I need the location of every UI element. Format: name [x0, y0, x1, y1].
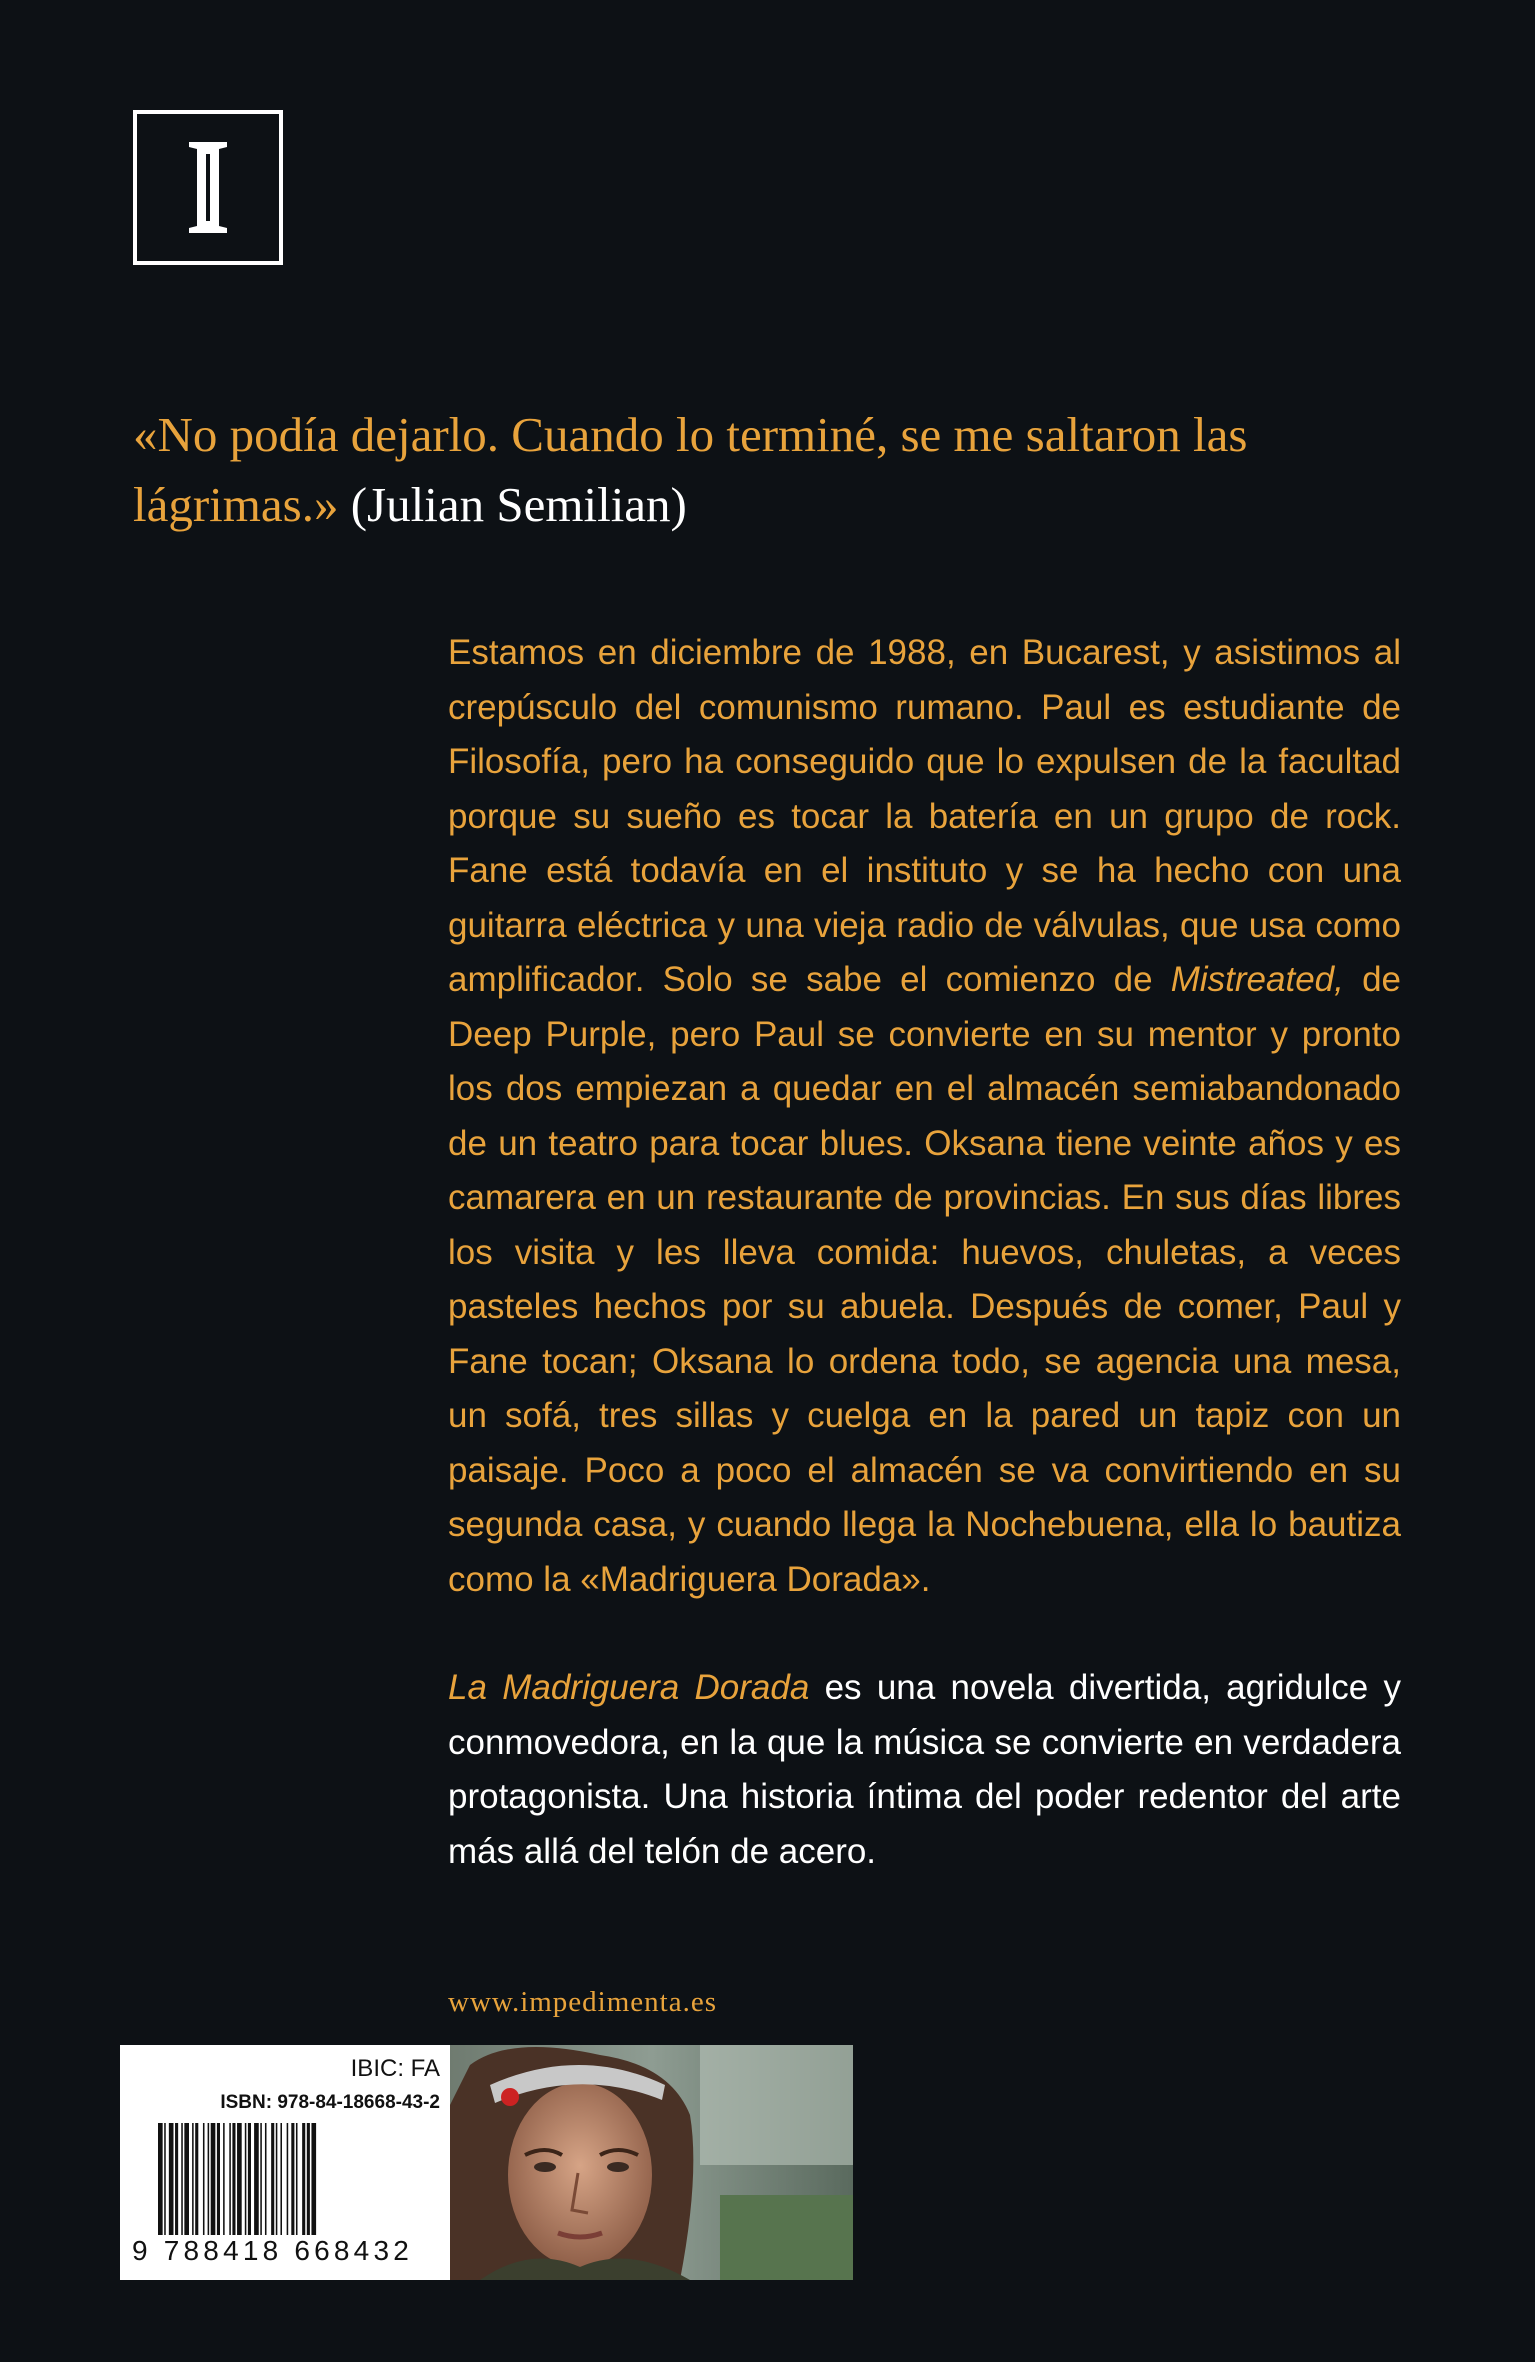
publisher-logo-glyph: [137, 114, 279, 261]
barcode-bar: [311, 2123, 316, 2235]
synopsis-paragraph-1: [448, 626, 1401, 1607]
barcode-bar: [248, 2123, 251, 2235]
barcode-bar: [307, 2123, 310, 2235]
barcode-bar: [287, 2123, 289, 2235]
barcode-bar: [208, 2123, 210, 2235]
barcode-bar: [237, 2123, 242, 2235]
song-title: Mistreated,: [1170, 960, 1344, 999]
barcode-bar: [217, 2123, 220, 2235]
barcode-bar: [158, 2123, 163, 2235]
quote-author: (Julian Semilian): [350, 477, 687, 532]
author-photo: [450, 2045, 853, 2280]
publisher-url[interactable]: www.impedimenta.es: [448, 1986, 718, 2018]
barcode-bar: [296, 2123, 298, 2235]
ibic-code: IBIC: FA: [350, 2055, 440, 2082]
barcode-bar: [302, 2123, 305, 2235]
barcode-bar: [211, 2123, 216, 2235]
barcode-bar: [280, 2123, 282, 2235]
barcode-bar: [169, 2123, 174, 2235]
barcode-bar: [192, 2123, 194, 2235]
barcode-digits: 9 788418 668432: [132, 2235, 413, 2266]
synopsis-text-2: es una novela divertida, agridulce y conmovedora, en la que la música se convierte en verdadera protagonista. Una historia íntima del poder redentor del arte más allá del telón de acero.: [448, 1668, 1401, 1871]
barcode-bar: [175, 2123, 178, 2235]
isbn-number: ISBN: 978-84-18668-43-2: [220, 2092, 440, 2113]
barcode-block: [120, 2045, 450, 2280]
synopsis-text-1b: de Deep Purple, pero Paul se convierte en su mentor y pronto los dos empiezan a quedar en el almacén semiabandonado de un teatro para tocar blues. Oksana tiene veinte años y es camarera en un restaurante de provincias. En sus días libres los visita y les lleva comida: huevos, chuletas, a veces pasteles hechos por su abuela. Después de comer, Paul y Fane tocan; Oksana lo ordena todo, se agencia una mesa, un sofá, tres sillas y cuelga en la pared un tapiz con un paisaje. Poco a poco el almacén se va convirtiendo en su segunda casa, y cuando llega la Nochebuena, ella lo bautiza como la «Madriguera Dorada».: [448, 960, 1402, 1599]
book-title: La Madriguera Dorada: [448, 1668, 810, 1707]
barcode-bar: [203, 2123, 205, 2235]
barcode-bar: [245, 2123, 247, 2235]
barcode-bar: [164, 2123, 166, 2235]
barcode-bar: [195, 2123, 198, 2235]
synopsis-paragraph-2: [448, 1661, 1401, 1879]
quote-text: «No podía dejarlo. Cuando lo terminé, se me saltaron las lágrimas.»: [133, 407, 1248, 532]
barcode-bar: [265, 2123, 267, 2235]
synopsis: [448, 626, 1401, 1879]
barcode-bar: [254, 2123, 259, 2235]
review-quote: [133, 400, 1333, 540]
barcode-bar: [184, 2123, 189, 2235]
barcode-bar: [276, 2123, 278, 2235]
barcode-bar: [223, 2123, 225, 2235]
barcode-bar: [232, 2123, 235, 2235]
barcode-bar: [260, 2123, 262, 2235]
barcode-bar: [291, 2123, 294, 2235]
barcode-bar: [271, 2123, 274, 2235]
barcode-bar: [229, 2123, 231, 2235]
barcode-bars: [158, 2123, 438, 2235]
publisher-logo: [133, 110, 283, 265]
barcode-bar: [181, 2123, 183, 2235]
synopsis-text-1a: Estamos en diciembre de 1988, en Bucarest, y asistimos al crepúsculo del comunismo rumano. Paul es estudiante de Filosofía, pero ha conseguido que lo expulsen de la facultad porque su sueño es tocar la batería en un grupo de rock. Fane está todavía en el instituto y se ha hecho con una guitarra eléctrica y una vieja radio de válvulas, que usa como amplificador. Solo se sabe el comienzo de: [448, 633, 1401, 999]
